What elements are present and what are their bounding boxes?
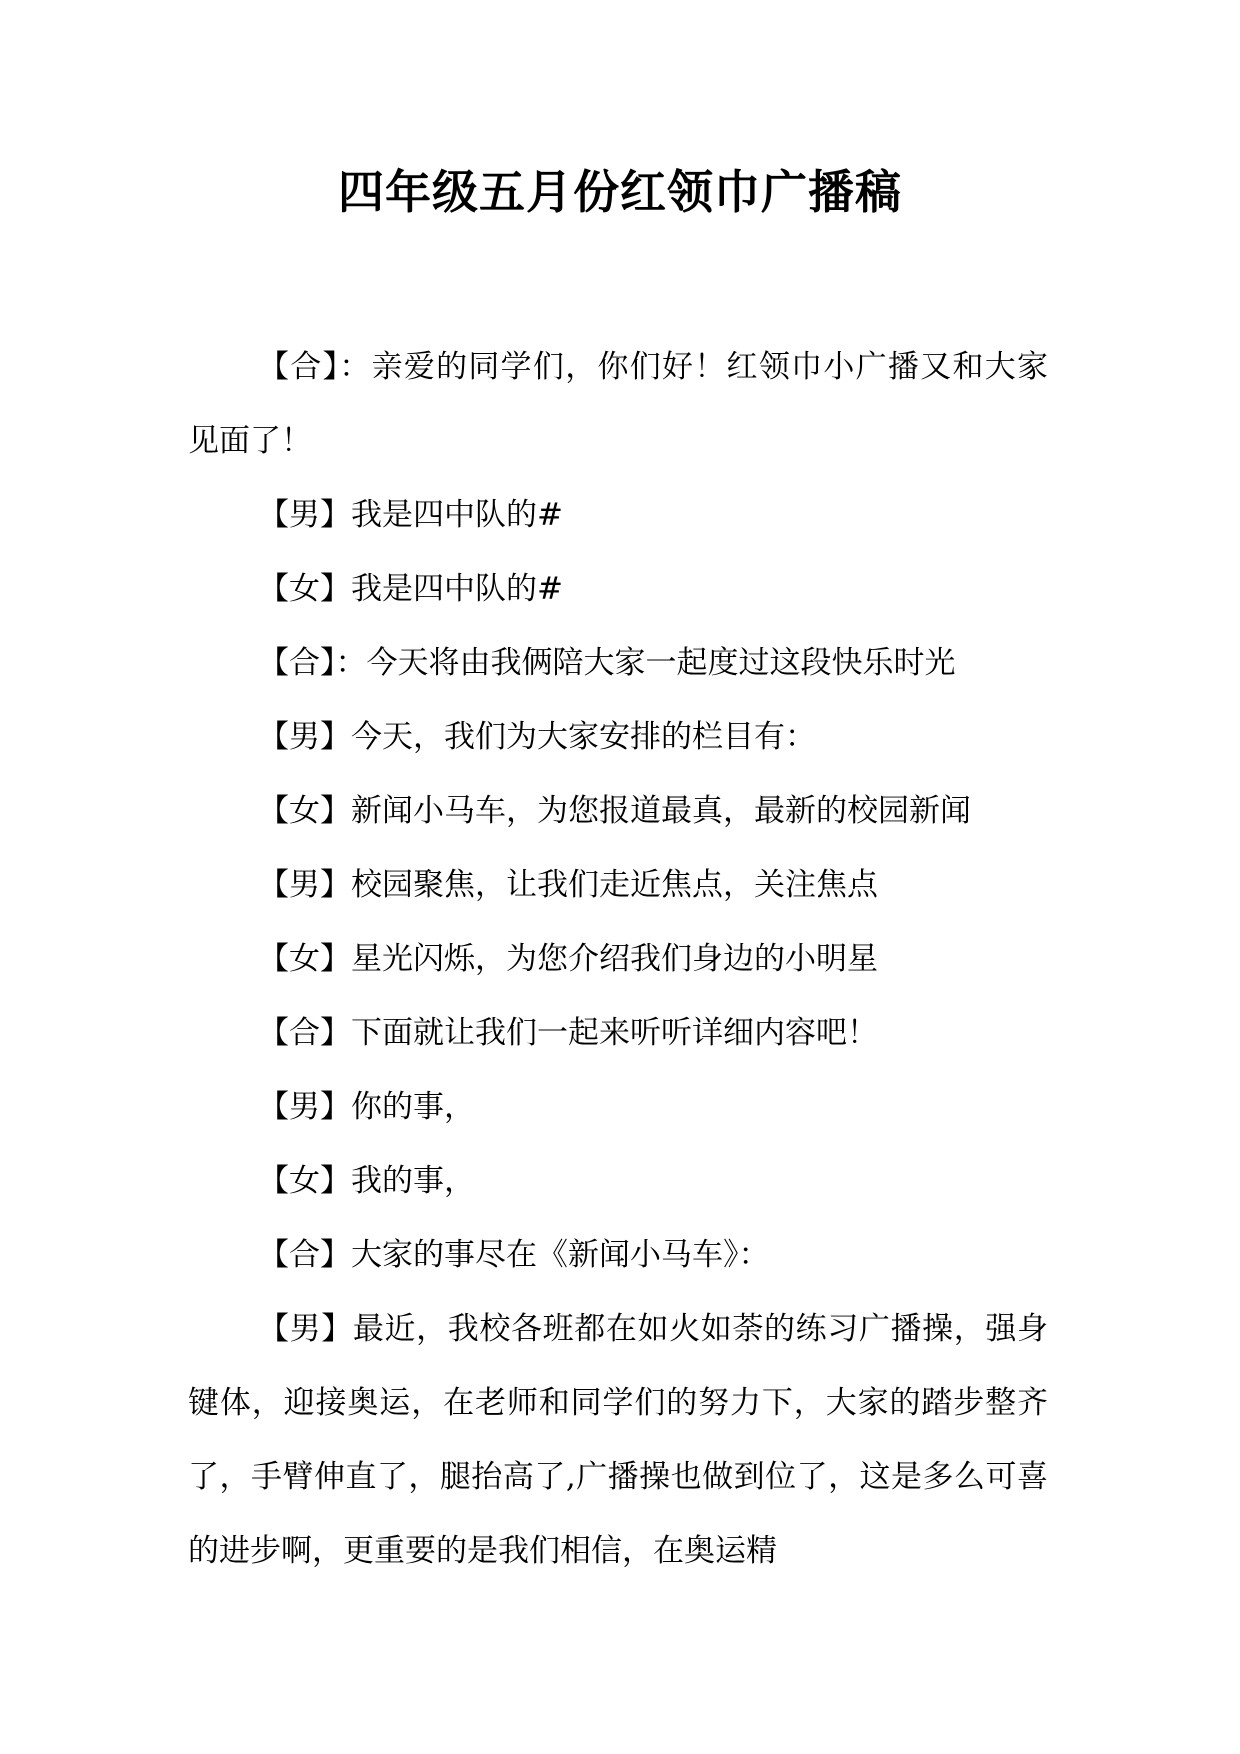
paragraph: 【合】：今天将由我俩陪大家一起度过这段快乐时光 [258,645,956,681]
paragraph: 【男】你的事， [258,1089,475,1125]
paragraph: 【合】：亲爱的同学们，你们好！红领巾小广播又和大家见面了！ [188,349,1048,459]
document-body [188,330,1048,1588]
paragraph: 【男】最近，我校各班都在如火如荼的练习广播操，强身键体，迎接奥运，在老师和同学们的努力下，大家的踏步整齐了，手臂伸直了，腿抬高了,广播操也做到位了，这是多么可喜的进步啊，更重要的是我们相信，在奥运精 [188,1311,1048,1569]
document-title: 四年级五月份红领巾广播稿 [338,165,902,219]
paragraph: 【合】大家的事尽在《新闻小马车》： [258,1237,770,1273]
paragraph: 【男】校园聚焦，让我们走近焦点，关注焦点 [258,867,878,903]
paragraph: 【女】我是四中队的# [258,571,563,607]
paragraph: 【男】我是四中队的# [258,497,563,533]
paragraph: 【女】星光闪烁，为您介绍我们身边的小明星 [258,941,878,977]
paragraph: 【女】我的事， [258,1163,475,1199]
paragraph: 【男】今天，我们为大家安排的栏目有： [258,719,816,755]
paragraph: 【合】下面就让我们一起来听听详细内容吧！ [258,1015,878,1051]
paragraph: 【女】新闻小马车，为您报道最真，最新的校园新闻 [258,793,971,829]
